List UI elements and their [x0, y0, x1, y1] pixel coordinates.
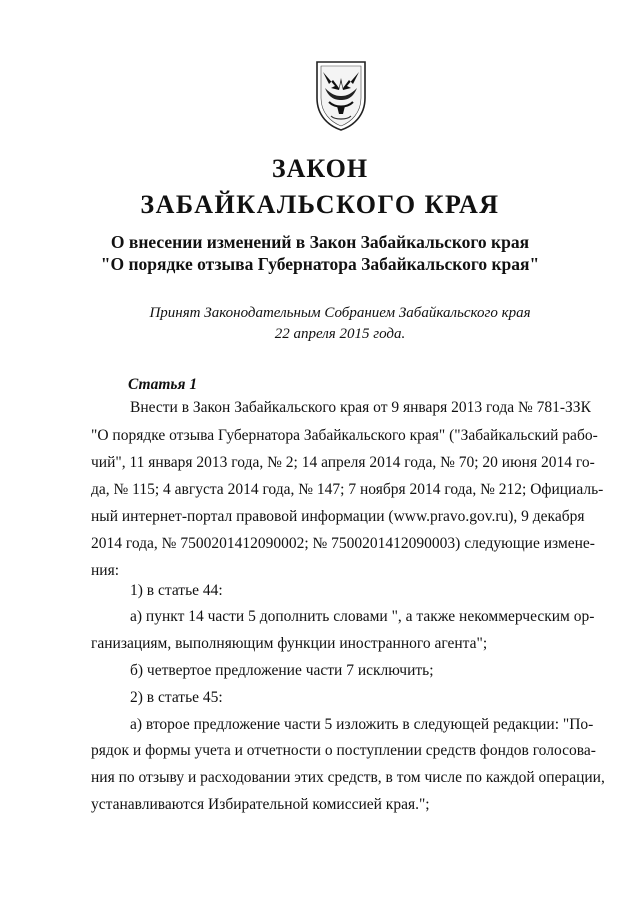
body-line: да, № 115; 4 августа 2014 года, № 147; 7 ноября 2014 года, № 212; Официаль-: [91, 481, 604, 498]
adoption-note-line1: Принят Законодательным Собранием Забайкальского края: [149, 305, 531, 321]
body-line: 2014 года, № 7500201412090002; № 7500201412090003) следующие измене-: [91, 535, 595, 552]
list-item: б) четвертое предложение части 7 исключить;: [130, 662, 434, 679]
document-title-line1: ЗАКОН: [271, 154, 369, 183]
body-line: ный интернет-портал правовой информации (www.pravo.gov.ru), 9 декабря: [91, 508, 585, 525]
body-line: чий", 11 января 2013 года, № 2; 14 апреля 2014 года, № 70; 20 июня 2014 го-: [91, 454, 595, 471]
coat-of-arms-icon: [313, 60, 369, 132]
body-line: рядок и формы учета и отчетности о поступлении средств фондов голосова-: [91, 742, 596, 759]
list-item: а) пункт 14 части 5 дополнить словами ", а также некоммерческим ор-: [130, 608, 595, 625]
adoption-date: 22 апреля 2015 года.: [274, 326, 406, 342]
document-title-line2: ЗАБАЙКАЛЬСКОГО КРАЯ: [140, 190, 500, 219]
article-heading: Статья 1: [128, 376, 198, 393]
list-item: 2) в статье 45:: [130, 689, 223, 706]
body-line: ния по отзыву и расходовании этих средств, в том числе по каждой операции,: [91, 769, 605, 786]
list-item: 1) в статье 44:: [130, 582, 223, 599]
law-subject-line1: О внесении изменений в Закон Забайкальского края: [110, 232, 530, 252]
body-line: устанавливаются Избирательной комиссией края.";: [91, 796, 430, 813]
body-line: Внести в Закон Забайкальского края от 9 января 2013 года № 781-ЗЗК: [130, 399, 591, 416]
body-line: ганизациям, выполняющим функции иностранного агента";: [91, 635, 488, 652]
list-item: а) второе предложение части 5 изложить в следующей редакции: "По-: [130, 716, 594, 733]
body-line: "О порядке отзыва Губернатора Забайкальского края" ("Забайкальский рабо-: [91, 427, 598, 444]
body-line: ния:: [91, 562, 120, 579]
law-subject-line2: "О порядке отзыва Губернатора Забайкальского края": [100, 254, 540, 274]
